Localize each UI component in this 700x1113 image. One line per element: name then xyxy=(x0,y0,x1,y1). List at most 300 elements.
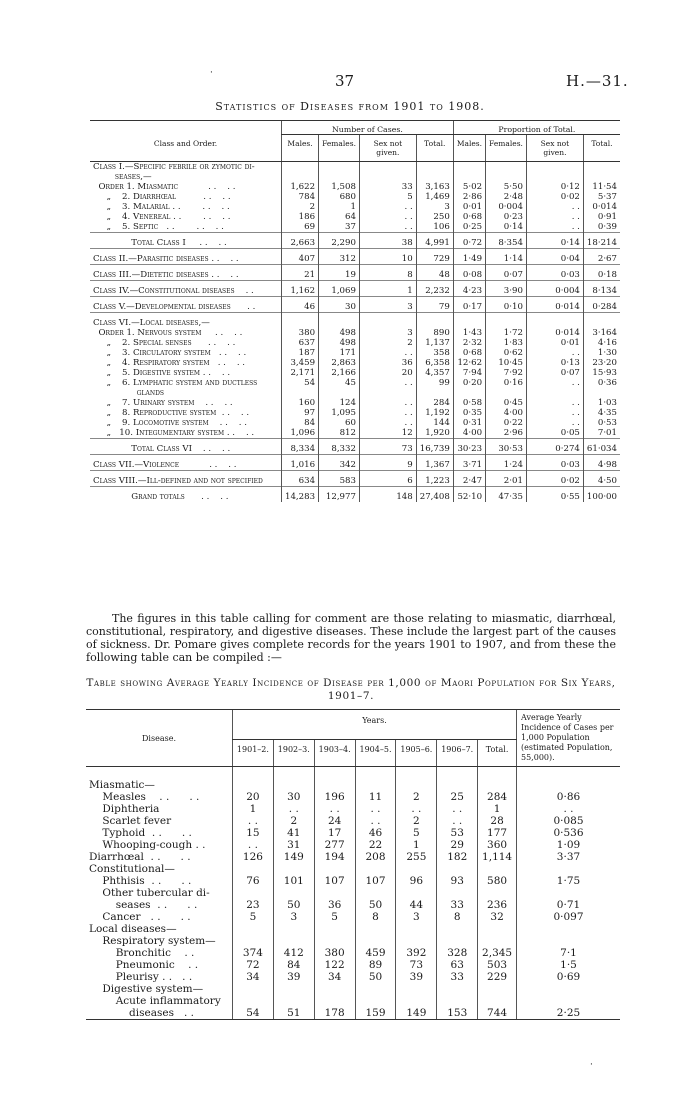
cell-value xyxy=(282,388,319,398)
cell-value: 0·05 xyxy=(526,428,583,439)
table-row xyxy=(86,911,620,923)
cell-value: 148 xyxy=(359,487,416,503)
cell-value xyxy=(282,162,319,173)
cell-value xyxy=(359,162,416,173)
cell-value xyxy=(526,313,583,329)
row-label: Constitutional— xyxy=(89,863,175,875)
cell-value xyxy=(355,935,396,947)
cell-value: 1·75 xyxy=(517,875,621,887)
cell-value: 1,114 xyxy=(478,851,517,863)
cell-value: 4·35 xyxy=(583,408,620,418)
cell-value: 1·24 xyxy=(486,455,527,471)
cell-value: 31 xyxy=(273,839,314,851)
cell-value: 29 xyxy=(437,839,478,851)
cell-value: 637 xyxy=(282,338,319,348)
cell-value: 159 xyxy=(355,1007,396,1020)
cell-value: 374 xyxy=(233,947,274,959)
row-label: „ 7. Urinary system . . . . xyxy=(93,398,233,408)
row-label: Miasmatic— xyxy=(89,779,155,791)
cell-value: 3 xyxy=(416,202,453,212)
cell-value: 0·23 xyxy=(486,212,527,222)
cell-value xyxy=(478,863,517,875)
table-row xyxy=(90,172,620,182)
row-label: Order 1. Miasmatic . . . . xyxy=(93,182,236,192)
row-label: Bronchitic . . xyxy=(89,947,195,959)
table-row xyxy=(90,358,620,368)
row-label: Class II.—Parasitic diseases . . . . xyxy=(90,249,282,265)
cell-value: 284 xyxy=(478,791,517,803)
table-row xyxy=(90,233,620,249)
years-header: Years. xyxy=(233,710,517,740)
cell-value: 107 xyxy=(355,875,396,887)
cell-value: . . xyxy=(359,418,416,428)
cell-value xyxy=(355,995,396,1007)
cell-value: 12·62 xyxy=(453,358,485,368)
cell-value: 0·04 xyxy=(526,249,583,265)
cell-value: 2·25 xyxy=(517,1007,621,1020)
cell-value: 1,162 xyxy=(282,281,319,297)
cell-value: 3 xyxy=(396,911,437,923)
cell-value: 30 xyxy=(273,791,314,803)
cell-value: 229 xyxy=(478,971,517,983)
cell-value: 1·72 xyxy=(486,328,527,338)
cell-value: 0·36 xyxy=(583,378,620,388)
cell-value xyxy=(273,995,314,1007)
row-label: Class IV.—Constitutional diseases . . xyxy=(90,281,282,297)
cell-value: 2·96 xyxy=(486,428,527,439)
table-row xyxy=(90,388,620,398)
cell-value: . . xyxy=(314,803,355,815)
cell-value: 358 xyxy=(416,348,453,358)
cell-value: 7·92 xyxy=(486,368,527,378)
table-row xyxy=(90,378,620,388)
cell-value xyxy=(314,887,355,899)
table-row xyxy=(90,428,620,439)
table-row xyxy=(86,875,620,887)
cell-value: 1,367 xyxy=(416,455,453,471)
table-row xyxy=(86,863,620,875)
cell-value xyxy=(453,388,485,398)
cell-value: . . xyxy=(359,222,416,233)
cell-value: 0·62 xyxy=(486,348,527,358)
cell-value: 3 xyxy=(359,297,416,313)
row-label: seases,— xyxy=(93,172,152,182)
row-label: „ 3. Circulatory system . . . . xyxy=(93,348,247,358)
cell-value: 19 xyxy=(319,265,360,281)
table-row xyxy=(86,851,620,863)
cell-value: 182 xyxy=(437,851,478,863)
group-proportion-header: Proportion of Total. xyxy=(453,121,620,135)
cell-value: . . xyxy=(273,803,314,815)
cell-value: 5 xyxy=(233,911,274,923)
row-label: „ 3. Malarial . . . . . . xyxy=(93,202,230,212)
cell-value: 79 xyxy=(416,297,453,313)
cell-value: 0·536 xyxy=(517,827,621,839)
column-header: Total. xyxy=(583,135,620,162)
cell-value xyxy=(437,935,478,947)
cell-value: 0·284 xyxy=(583,297,620,313)
row-label: Diarrhœal . . . . xyxy=(89,851,191,863)
cell-value: 392 xyxy=(396,947,437,959)
cell-value: 380 xyxy=(282,328,319,338)
cell-value: 503 xyxy=(478,959,517,971)
column-header: Females. xyxy=(486,135,527,162)
cell-value: 8·134 xyxy=(583,281,620,297)
cell-value: 498 xyxy=(319,338,360,348)
row-label: Respiratory system— xyxy=(89,935,216,947)
table-row xyxy=(90,192,620,202)
cell-value: . . xyxy=(526,202,583,212)
table-row xyxy=(90,281,620,297)
table-row xyxy=(90,348,620,358)
cell-value: 0·69 xyxy=(517,971,621,983)
row-label: Class V.—Developmental diseases . . xyxy=(90,297,282,313)
incidence-table xyxy=(86,709,620,1020)
cell-value xyxy=(517,935,621,947)
cell-value: 44 xyxy=(396,899,437,911)
cell-value xyxy=(396,767,437,792)
row-label: Whooping-cough . . xyxy=(89,839,206,851)
class-header: Class and Order. xyxy=(90,121,282,162)
cell-value: 236 xyxy=(478,899,517,911)
column-header: Sex not given. xyxy=(359,135,416,162)
cell-value: 2,171 xyxy=(282,368,319,378)
cell-value: . . xyxy=(359,378,416,388)
cell-value: 36 xyxy=(359,358,416,368)
cell-value: 194 xyxy=(314,851,355,863)
cell-value: 3 xyxy=(359,328,416,338)
row-label: Scarlet fever xyxy=(89,815,172,827)
cell-value xyxy=(314,863,355,875)
cell-value: 1 xyxy=(396,839,437,851)
cell-value: 0·02 xyxy=(526,471,583,487)
cell-value: 30 xyxy=(319,297,360,313)
cell-value: 0·18 xyxy=(583,265,620,281)
row-label: Digestive system— xyxy=(89,983,204,995)
table-row xyxy=(90,368,620,378)
cell-value: 63 xyxy=(437,959,478,971)
cell-value xyxy=(517,983,621,995)
cell-value: 255 xyxy=(396,851,437,863)
table-row xyxy=(90,418,620,428)
row-label: diseases . . xyxy=(86,1007,233,1020)
table-row xyxy=(86,839,620,851)
cell-value: 46 xyxy=(282,297,319,313)
cell-value: 5·37 xyxy=(583,192,620,202)
cell-value: 39 xyxy=(396,971,437,983)
cell-value: 5 xyxy=(396,827,437,839)
cell-value xyxy=(437,767,478,792)
cell-value: 1,622 xyxy=(282,182,319,192)
cell-value: . . xyxy=(359,398,416,408)
cell-value xyxy=(396,995,437,1007)
cell-value: 3·90 xyxy=(486,281,527,297)
cell-value: 99 xyxy=(416,378,453,388)
cell-value: 0·004 xyxy=(486,202,527,212)
cell-value: 24 xyxy=(314,815,355,827)
table-row xyxy=(86,959,620,971)
cell-value: 1,016 xyxy=(282,455,319,471)
cell-value: 52·10 xyxy=(453,487,485,503)
cell-value xyxy=(416,388,453,398)
cell-value: 729 xyxy=(416,249,453,265)
cell-value xyxy=(517,995,621,1007)
cell-value: . . xyxy=(359,348,416,358)
cell-value: 20 xyxy=(359,368,416,378)
cell-value: 583 xyxy=(319,471,360,487)
column-header: 1905–6. xyxy=(396,739,437,766)
cell-value: 186 xyxy=(282,212,319,222)
column-header: Males. xyxy=(282,135,319,162)
cell-value xyxy=(416,162,453,173)
cell-value: 0·085 xyxy=(517,815,621,827)
row-label: Cancer . . . . xyxy=(89,911,191,923)
cell-value: . . xyxy=(437,803,478,815)
cell-value: 171 xyxy=(319,348,360,358)
row-label: Total Class VI . . . . xyxy=(90,439,282,455)
row-label: Acute inflammatory xyxy=(89,995,221,1007)
cell-value: 208 xyxy=(355,851,396,863)
cell-value: . . xyxy=(359,212,416,222)
cell-value: 1·49 xyxy=(453,249,485,265)
table-row xyxy=(86,815,620,827)
cell-value: 0·17 xyxy=(453,297,485,313)
table-row xyxy=(90,222,620,233)
row-label: „ 5. Septic . . . . . . xyxy=(93,222,224,232)
cell-value: 1 xyxy=(478,803,517,815)
cell-value xyxy=(359,388,416,398)
cell-value: 101 xyxy=(273,875,314,887)
cell-value xyxy=(478,767,517,792)
cell-value: 8 xyxy=(437,911,478,923)
cell-value: 89 xyxy=(355,959,396,971)
cell-value: 60 xyxy=(319,418,360,428)
table-row xyxy=(90,249,620,265)
table-row xyxy=(90,338,620,348)
cell-value: 8,334 xyxy=(282,439,319,455)
page-reference: H.—31. xyxy=(566,72,629,90)
cell-value: 20 xyxy=(233,791,274,803)
row-label: „ 2. Special senses . . . . xyxy=(93,338,236,348)
cell-value: 4,357 xyxy=(416,368,453,378)
cell-value: 34 xyxy=(314,971,355,983)
cell-value xyxy=(355,923,396,935)
cell-value: 84 xyxy=(282,418,319,428)
table-row xyxy=(90,297,620,313)
cell-value: 0·02 xyxy=(526,192,583,202)
table-row xyxy=(86,923,620,935)
disease-header: Disease. xyxy=(86,710,233,767)
cell-value: 0·91 xyxy=(583,212,620,222)
column-header: Males. xyxy=(453,135,485,162)
cell-value: 8,332 xyxy=(319,439,360,455)
cell-value xyxy=(359,313,416,329)
cell-value: 37 xyxy=(319,222,360,233)
cell-value: 1·30 xyxy=(583,348,620,358)
cell-value: . . xyxy=(359,202,416,212)
cell-value: 342 xyxy=(319,455,360,471)
average-header: Average Yearly Incidence of Cases per 1,000 Population (estimated Population, 55,000). xyxy=(517,710,621,767)
page-number: 37 xyxy=(335,72,355,90)
statistics-table xyxy=(90,120,620,502)
cell-value: . . xyxy=(437,815,478,827)
cell-value xyxy=(396,983,437,995)
cell-value xyxy=(486,388,527,398)
cell-value: 2 xyxy=(282,202,319,212)
cell-value: 1·14 xyxy=(486,249,527,265)
cell-value: 3,459 xyxy=(282,358,319,368)
cell-value: 41 xyxy=(273,827,314,839)
cell-value xyxy=(526,172,583,182)
cell-value: . . xyxy=(233,839,274,851)
cell-value: 0·07 xyxy=(526,368,583,378)
cell-value: 1,192 xyxy=(416,408,453,418)
cell-value xyxy=(282,313,319,329)
cell-value: 1,469 xyxy=(416,192,453,202)
cell-value: 2,290 xyxy=(319,233,360,249)
cell-value: 0·22 xyxy=(486,418,527,428)
table-row xyxy=(86,995,620,1007)
cell-value: 10·45 xyxy=(486,358,527,368)
cell-value: 0·35 xyxy=(453,408,485,418)
cell-value: . . xyxy=(526,418,583,428)
cell-value: 4,991 xyxy=(416,233,453,249)
cell-value: 15·93 xyxy=(583,368,620,378)
cell-value xyxy=(583,162,620,173)
row-label: „ 8. Reproductive system . . . . xyxy=(93,408,250,418)
cell-value: 3·164 xyxy=(583,328,620,338)
cell-value: 744 xyxy=(478,1007,517,1020)
cell-value: 8 xyxy=(359,265,416,281)
row-label: Typhoid . . . . xyxy=(89,827,192,839)
cell-value: 0·014 xyxy=(526,297,583,313)
row-label: „ 2. Diarrhœal . . . . xyxy=(93,192,231,202)
cell-value xyxy=(314,983,355,995)
cell-value: 30·23 xyxy=(453,439,485,455)
cell-value: 812 xyxy=(319,428,360,439)
cell-value: 0·39 xyxy=(583,222,620,233)
cell-value xyxy=(273,983,314,995)
cell-value: 2 xyxy=(396,791,437,803)
cell-value: 0·014 xyxy=(583,202,620,212)
cell-value: 39 xyxy=(273,971,314,983)
table-row xyxy=(90,212,620,222)
cell-value: 2,232 xyxy=(416,281,453,297)
cell-value xyxy=(583,388,620,398)
cell-value: . . xyxy=(526,378,583,388)
cell-value: 6,358 xyxy=(416,358,453,368)
cell-value: 51 xyxy=(273,1007,314,1020)
cell-value: . . xyxy=(233,815,274,827)
cell-value: 36 xyxy=(314,899,355,911)
cell-value: 73 xyxy=(359,439,416,455)
table-row xyxy=(86,947,620,959)
cell-value: 1·43 xyxy=(453,328,485,338)
cell-value: 0·004 xyxy=(526,281,583,297)
table-row xyxy=(86,767,620,792)
cell-value xyxy=(437,995,478,1007)
row-label: „ 10. Integumentary system . . . . xyxy=(93,428,255,438)
table-row xyxy=(90,455,620,471)
row-label: Measles . . . . xyxy=(89,791,200,803)
cell-value: 1 xyxy=(359,281,416,297)
cell-value: 0·08 xyxy=(453,265,485,281)
cell-value: 250 xyxy=(416,212,453,222)
cell-value: . . xyxy=(526,348,583,358)
cell-value: 2,345 xyxy=(478,947,517,959)
cell-value: . . xyxy=(526,222,583,233)
cell-value: 84 xyxy=(273,959,314,971)
cell-value xyxy=(359,172,416,182)
cell-value: 107 xyxy=(314,875,355,887)
cell-value: 126 xyxy=(233,851,274,863)
cell-value: 5·02 xyxy=(453,182,485,192)
cell-value: 1,920 xyxy=(416,428,453,439)
cell-value xyxy=(517,887,621,899)
cell-value xyxy=(453,162,485,173)
cell-value: 2·86 xyxy=(453,192,485,202)
row-label: seases . . . . xyxy=(89,899,198,911)
cell-value xyxy=(314,923,355,935)
row-label: Class III.—Dietetic diseases . . . . xyxy=(90,265,282,281)
cell-value: 97 xyxy=(282,408,319,418)
cell-value: 2,166 xyxy=(319,368,360,378)
table-row xyxy=(86,935,620,947)
row-label: „ 5. Digestive system . . . . xyxy=(93,368,231,378)
table-row xyxy=(86,983,620,995)
cell-value: . . xyxy=(396,803,437,815)
cell-value: 27,408 xyxy=(416,487,453,503)
cell-value xyxy=(314,767,355,792)
cell-value: . . xyxy=(526,212,583,222)
cell-value xyxy=(486,162,527,173)
cell-value: 32 xyxy=(478,911,517,923)
cell-value: 96 xyxy=(396,875,437,887)
cell-value: 47·35 xyxy=(486,487,527,503)
cell-value: 7·01 xyxy=(583,428,620,439)
cell-value xyxy=(478,887,517,899)
cell-value: 50 xyxy=(273,899,314,911)
cell-value: 890 xyxy=(416,328,453,338)
cell-value xyxy=(396,923,437,935)
cell-value: 1,095 xyxy=(319,408,360,418)
cell-value: 0·68 xyxy=(453,348,485,358)
table-row xyxy=(90,162,620,173)
cell-value: 38 xyxy=(359,233,416,249)
cell-value: 2·47 xyxy=(453,471,485,487)
cell-value xyxy=(233,767,274,792)
cell-value: 196 xyxy=(314,791,355,803)
column-header: 1906–7. xyxy=(437,739,478,766)
cell-value xyxy=(233,935,274,947)
cell-value: 10 xyxy=(359,249,416,265)
cell-value: 0·72 xyxy=(453,233,485,249)
cell-value: 69 xyxy=(282,222,319,233)
cell-value: 0·58 xyxy=(453,398,485,408)
cell-value: 277 xyxy=(314,839,355,851)
cell-value: 0·13 xyxy=(526,358,583,368)
cell-value: 73 xyxy=(396,959,437,971)
cell-value: 54 xyxy=(233,1007,274,1020)
cell-value: 33 xyxy=(437,899,478,911)
cell-value: 0·71 xyxy=(517,899,621,911)
cell-value: 100·00 xyxy=(583,487,620,503)
cell-value xyxy=(478,995,517,1007)
table-row xyxy=(86,827,620,839)
row-label: Pneumonic . . xyxy=(89,959,199,971)
cell-value: 11·54 xyxy=(583,182,620,192)
cell-value: 187 xyxy=(282,348,319,358)
